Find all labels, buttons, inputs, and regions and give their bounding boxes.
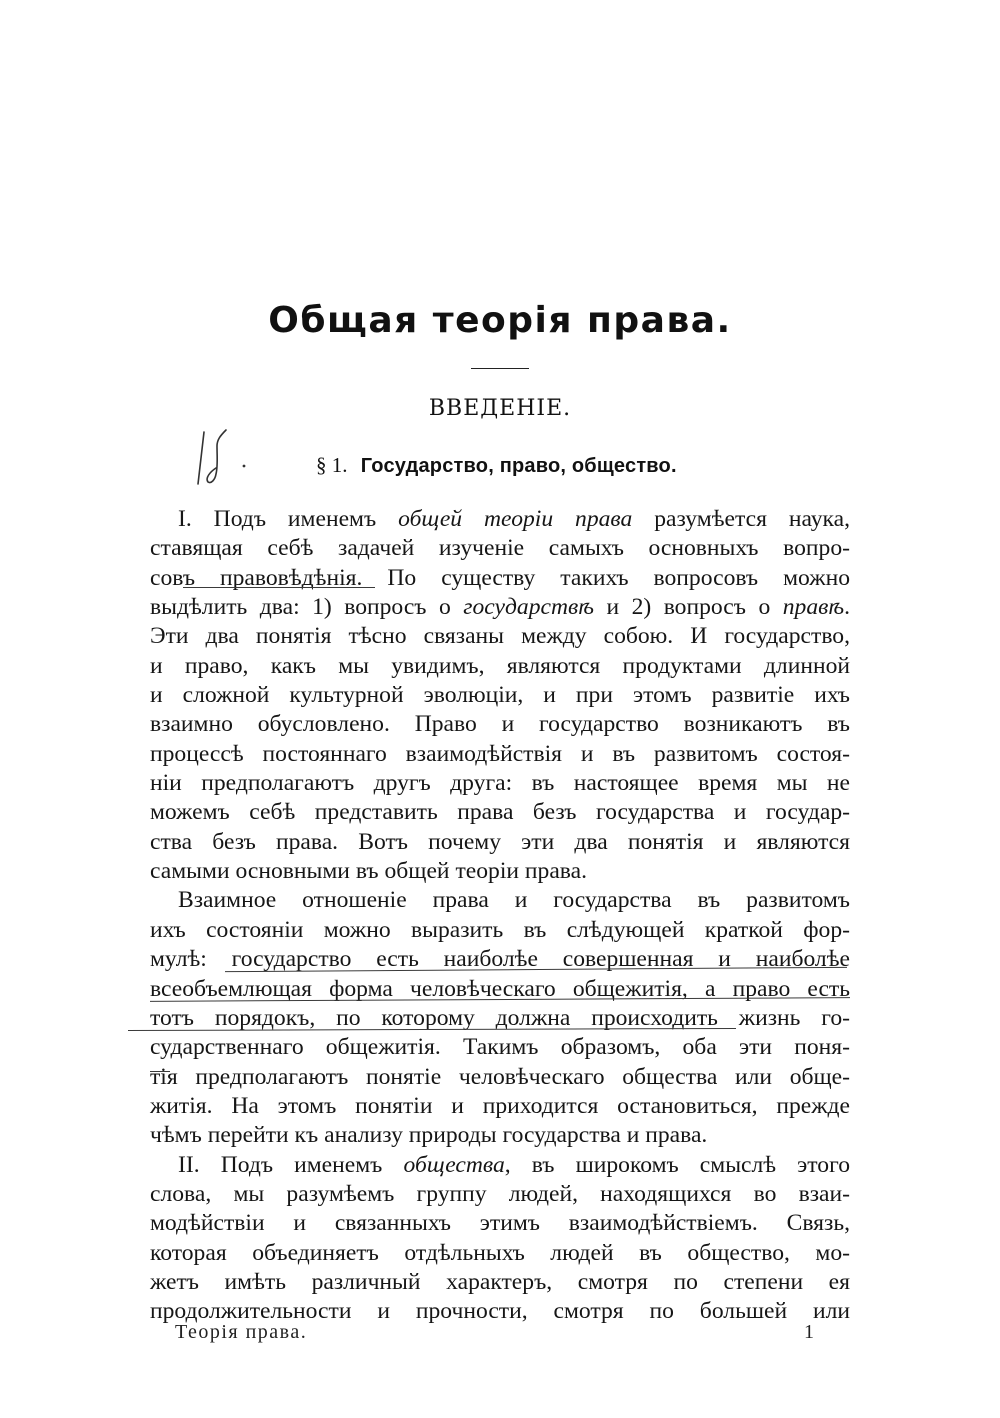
handwritten-margin-note [190, 426, 250, 490]
page-number: 1 [804, 1321, 814, 1343]
text-line: тотъ порядокъ, по которому должна происходить жизнь го- [150, 1004, 850, 1031]
text-line: всеобъемлющая форма человѣческаго общежитія, а право есть [150, 975, 850, 1002]
text-line: Эти два понятія тѣсно связаны между собою. И государство, [150, 623, 850, 650]
text-line: ніи предполагаютъ другъ друга: въ настоящее время мы не [150, 770, 850, 797]
text-line: самыми основными въ общей теоріи права. [150, 858, 587, 885]
title-divider [471, 368, 529, 369]
introduction-heading: ВВЕДЕНІЕ. [428, 396, 572, 421]
text-line: слова, мы разумѣемъ группу людей, находящихся во взаи- [150, 1180, 850, 1207]
text-line: II. Подъ именемъ общества, въ широкомъ смыслѣ этого [178, 1151, 850, 1178]
book-title: Общая теорія права. [268, 300, 732, 341]
text-line: взаимно обусловлено. Право и государство возникаютъ въ [150, 711, 850, 738]
text-line: Взаимное отношеніе права и государства въ развитомъ [178, 887, 850, 914]
section-title [316, 453, 677, 478]
text-line: и сложной культурной эволюціи, и при этомъ развитіе ихъ [150, 682, 850, 709]
text-line: ставящая себѣ задачей изученіе самыхъ основныхъ вопро- [150, 535, 850, 562]
text-line: чѣмъ перейти къ анализу природы государства и права. [150, 1122, 708, 1149]
text-line: ства безъ права. Вотъ почему эти два понятія и являются [150, 828, 850, 855]
text-line: модѣйствіи и связанныхъ этимъ взаимодѣйствіемъ. Связь, [150, 1210, 850, 1237]
text-line: ихъ состояніи можно выразить въ слѣдующей краткой фор- [150, 916, 850, 943]
section-heading: Государство, право, общество. [360, 455, 677, 477]
text-line: житія. На этомъ понятіи и приходится остановиться, прежде [150, 1092, 850, 1119]
text-line: которая объединяетъ отдѣльныхъ людей въ общество, мо- [150, 1239, 850, 1266]
running-title: Теорія права. [175, 1321, 308, 1343]
text-line: совъ правовѣдѣнія. По существу такихъ вопросовъ можно [150, 564, 850, 591]
text-line: I. Подъ именемъ общей теоріи права разумѣется наука, [178, 506, 850, 532]
text-line: процессѣ постояннаго взаимодѣйствія и въ развитомъ состоя- [150, 740, 850, 767]
text-line: мулѣ: государство есть наиболѣе совершенная и наиболѣе [150, 946, 850, 973]
text-line: жетъ имѣть различный характеръ, смотря по степени ея [150, 1268, 850, 1295]
text-line: и право, какъ мы увидимъ, являются продуктами длинной [150, 652, 850, 679]
body-text [150, 505, 850, 1327]
text-line: продолжительности и прочности, смотря по большей или [150, 1298, 850, 1325]
text-line: можемъ себѣ представить права безъ государства и государ- [150, 799, 850, 826]
text-line: выдѣлить два: 1) вопросъ о государствѣ и 2) вопросъ о правѣ. [150, 594, 850, 621]
section-number: § 1. [316, 453, 348, 477]
text-line: тія предполагаютъ понятіе человѣческаго общества или обще- [150, 1063, 850, 1090]
text-line: сударственнаго общежитія. Такимъ образомъ, оба эти поня- [150, 1034, 850, 1061]
